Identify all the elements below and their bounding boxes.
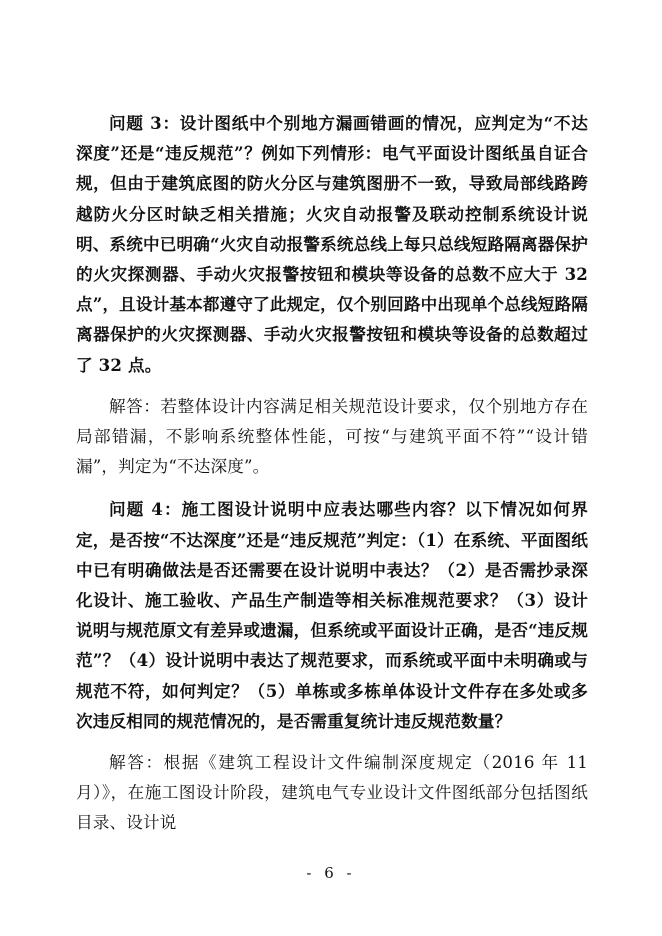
question-4: 问题 4：施工图设计说明中应表达哪些内容？以下情况如何界定，是否按“不达深度”还是“违反规范”判定：（1）在系统、平面图纸中已有明确做法是否还需要在设计说明中表达？（2）是否需抄录深化设计、施工验收、产品生产制造等相关标准规范要求？（3）设计说明与规范原文有差异或遗漏，但系统或平面设计正确，是否“违反规范”？（4）设计说明中表达了规范要求，而系统或平面中未明确或与规范不符，如何判定？（5）单栋或多栋单体设计文件存在多处或多次违反相同的规范情况的，是否需重复统计违反规范数量？ (76, 499, 589, 731)
answer-3: 解答：若整体设计内容满足相关规范设计要求，仅个别地方存在局部错漏，不影响系统整体性能，可按“与建筑平面不符”“设计错漏”，判定为“不达深度”。 (76, 396, 588, 477)
document-body (76, 108, 588, 851)
answer-4: 解答：根据《建筑工程设计文件编制深度规定（2016 年 11 月）》，在施工图设计阶段，建筑电气专业设计文件图纸部分包括图纸目录、设计说 (76, 753, 588, 833)
question-3: 问题 3：设计图纸中个别地方漏画错画的情况，应判定为“不达深度”还是“违反规范”？例如下列情形：电气平面设计图纸虽自证合规，但由于建筑底图的防火分区与建筑图册不一致，导致局部线路跨越防火分区时缺乏相关措施；火灾自动报警及联动控制系统设计说明、系统中已明确“火灾自动报警系统总线上每只总线短路隔离器保护的火灾探测器、手动火灾报警按钮和模块等设备的总数不应大于 32 点”，且设计基本都遵守了此规定，仅个别回路中出现单个总线短路隔离器保护的火灾探测器、手动火灾报警按钮和模块等设备的总数超过了 32 点。 (76, 113, 589, 375)
page-number: - 6 - (306, 864, 356, 882)
